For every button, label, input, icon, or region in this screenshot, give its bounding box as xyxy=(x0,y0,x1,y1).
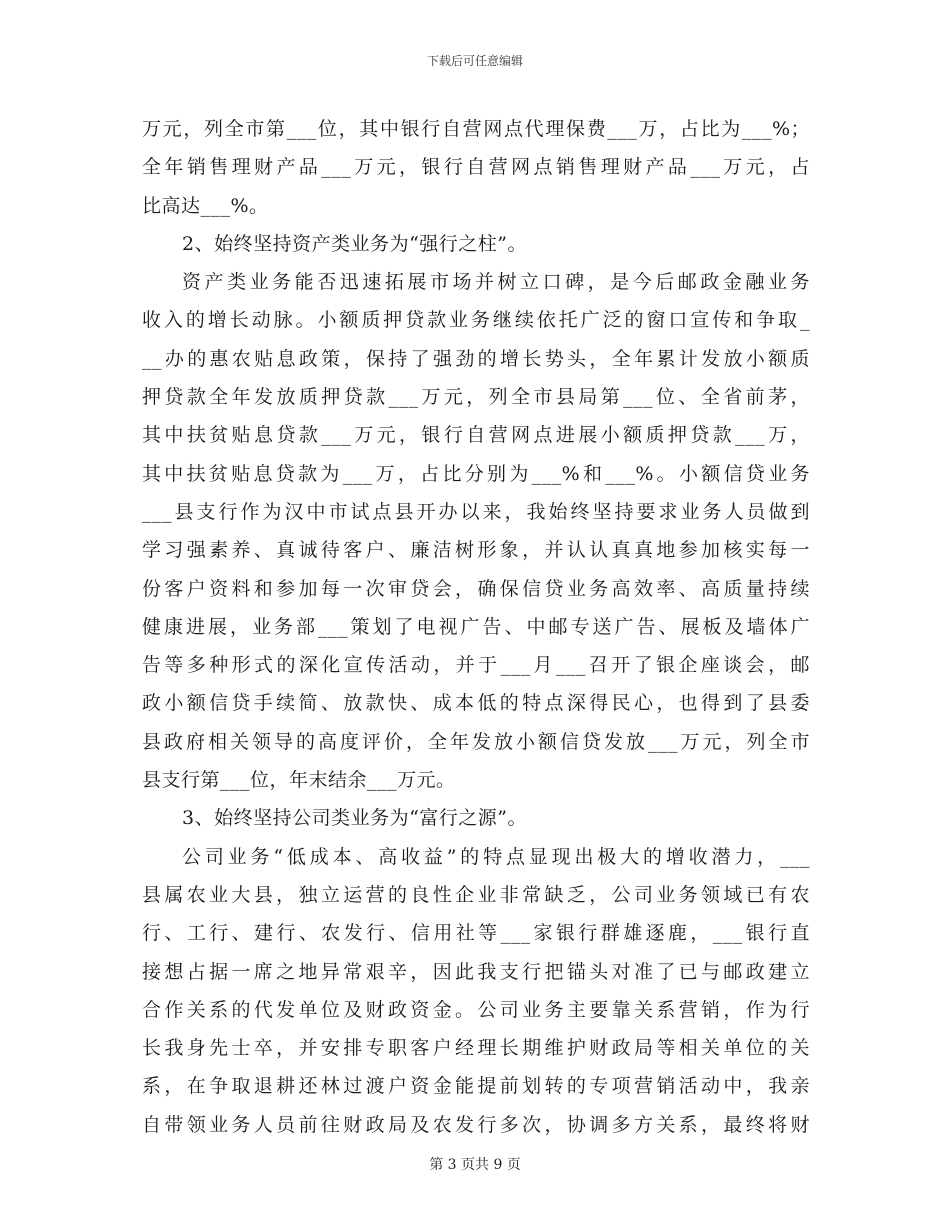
text-line: 行、工行、建行、农发行、信用社等___家银行群雄逐鹿，___银行直 xyxy=(142,922,810,945)
text-line: 比高达___%。 xyxy=(142,194,269,217)
text-line: ___县支行作为汉中市试点县开办以来，我始终坚持要求业务人员做到 xyxy=(142,500,810,523)
document-body xyxy=(142,110,810,1144)
text-line: 学习强素养、真诚待客户、廉洁树形象，并认认真真地参加核实每一 xyxy=(142,539,810,562)
text-line: 接想占据一席之地异常艰辛，因此我支行把锚头对准了已与邮政建立 xyxy=(142,960,810,983)
text-line: 合作关系的代发单位及财政资金。公司业务主要靠关系营销，作为行 xyxy=(142,998,810,1021)
text-line: 资产类业务能否迅速拓展市场并树立口碑，是今后邮政金融业务 xyxy=(182,271,810,294)
text-line: 押贷款全年发放质押贷款___万元，列全市县局第___位、全省前茅， xyxy=(142,386,810,409)
text-line: 万元，列全市第___位，其中银行自营网点代理保费___万，占比为___%； xyxy=(142,118,810,140)
text-line: __办的惠农贴息政策，保持了强劲的增长势头，全年累计发放小额质 xyxy=(142,347,810,370)
text-line: 其中扶贫贴息贷款为___万，占比分别为___%和___%。小额信贷业务 xyxy=(142,462,810,485)
text-line: 系，在争取退耕还林过渡户资金能提前划转的专项营销活动中，我亲 xyxy=(142,1075,810,1098)
text-line: 收入的增长动脉。小额质押贷款业务继续依托广泛的窗口宣传和争取_ xyxy=(142,309,810,332)
text-line: 长我身先士卒，并安排专职客户经理长期维护财政局等相关单位的关 xyxy=(142,1037,810,1060)
text-line: 2、始终坚持资产类业务为“强行之柱”。 xyxy=(182,232,528,255)
text-line: 份客户资料和参加每一次审贷会，确保信贷业务高效率、高质量持续 xyxy=(142,577,810,600)
text-line: 其中扶贫贴息贷款___万元，银行自营网点进展小额质押贷款___万， xyxy=(142,424,810,447)
text-line: 县支行第___位，年末结余___万元。 xyxy=(142,769,456,792)
text-line: 3、始终坚持公司类业务为“富行之源”。 xyxy=(182,807,528,830)
page-number: 第 3 页共 9 页 xyxy=(429,1157,521,1173)
text-line: 告等多种形式的深化宣传活动，并于___月___召开了银企座谈会，邮 xyxy=(142,654,810,677)
text-line: 县属农业大县，独立运营的良性企业非常缺乏，公司业务领域已有农 xyxy=(142,883,810,906)
text-line: 公司业务“低成本、高收益”的特点显现出极大的增收潜力，___ xyxy=(182,845,810,868)
text-line: 县政府相关领导的高度评价，全年发放小额信贷发放___万元，列全市 xyxy=(142,730,810,753)
text-line: 健康进展，业务部___策划了电视广告、中邮专送广告、展板及墙体广 xyxy=(142,615,810,638)
page-header: 下载后可任意编辑 xyxy=(426,54,523,68)
text-line: 全年销售理财产品___万元，银行自营网点销售理财产品___万元，占 xyxy=(142,156,810,179)
text-line: 政小额信贷手续简、放款快、成本低的特点深得民心，也得到了县委 xyxy=(142,692,810,715)
text-line: 自带领业务人员前往财政局及农发行多次，协调多方关系，最终将财 xyxy=(142,1113,810,1136)
